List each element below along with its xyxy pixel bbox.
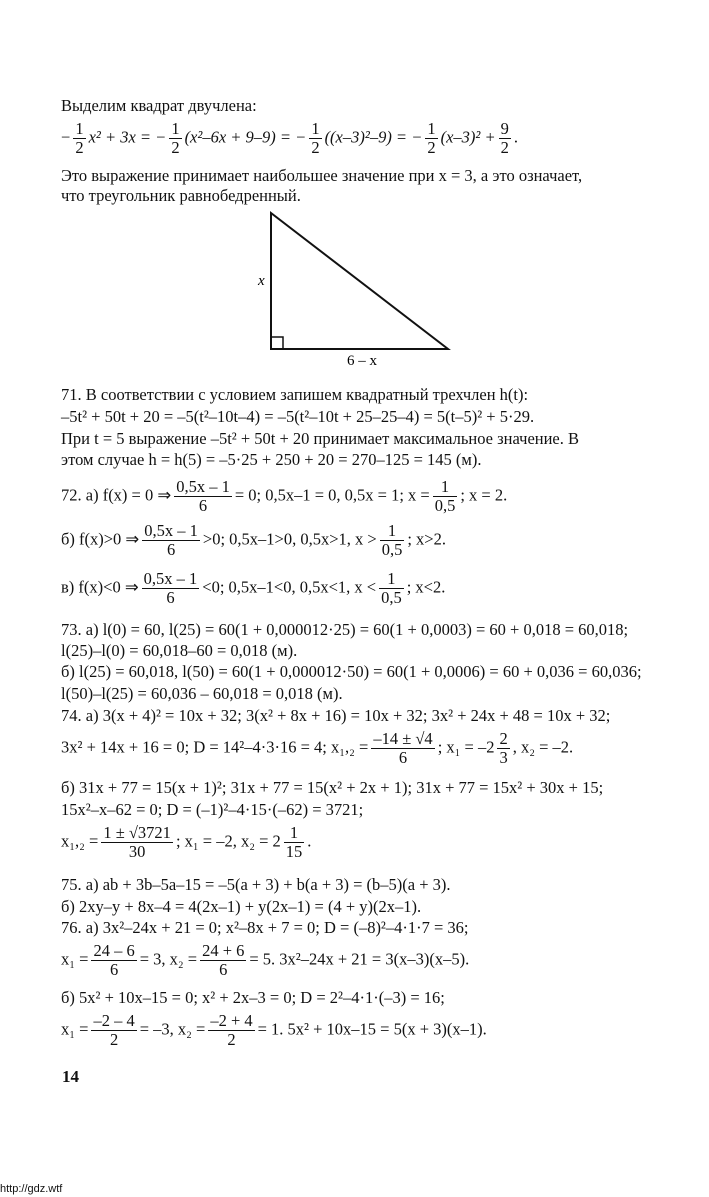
side-label: x [258, 273, 265, 289]
problem-74-line: x₁,₂ = $\frac{1 \pm √3721}{30}$ ; x₁ = –2, x₂ = 2 $\frac{1}{15}$ . [61, 823, 312, 861]
equation-term: ((x–3)²–9) = − [324, 127, 423, 147]
paragraph-line: Это выражение принимает наибольшее значение при x = 3, а это означает, [61, 166, 583, 185]
base-label: 6 – x [347, 353, 377, 367]
problem-76-line: x₁ = $\frac{24 - 6}{6}$ = 3, x₂ = $\frac{24 + 6}{6}$ = 5. 3x²–24x + 21 = 3(x–3)(x–5). [61, 941, 470, 979]
problem-71-line: этом случае h = h(5) = –5·25 + 250 + 20 = 270–125 = 145 (м). [61, 450, 482, 469]
problem-74-line: 3x² + 14x + 16 = 0; D = 14²–4·3·16 = 4; x₁,₂ = $\frac{-14 \pm √4}{6}$ ; x₁ = –2 $\frac{2}{3}$ , x₂ = –2. [61, 729, 574, 767]
problem-72-c: в) f(x)<0 ⇒ $\frac{0,5x - 1}{6}$ <0; 0,5x–1<0, 0,5x<1, x < $\frac{1}{0,5}$ ; x<2. [61, 569, 446, 607]
equation-term: (x–3)² + [440, 127, 496, 147]
problem-73-line: l(25)–l(0) = 60,018–60 = 0,018 (м). [61, 641, 298, 660]
equation-term: (x²–6x + 9–9) = − [184, 127, 307, 147]
fraction: $\frac{1}{2}$ [75, 119, 84, 157]
page-number: 14 [62, 1067, 79, 1086]
problem-76-line: б) 5x² + 10x–15 = 0; x² + 2x–3 = 0; D = 2²–4·1·(–3) = 16; [61, 988, 445, 1007]
problem-71-line: При t = 5 выражение –5t² + 50t + 20 принимает максимальное значение. В [61, 429, 580, 448]
right-triangle-figure [250, 205, 460, 367]
fraction: $\frac{9}{2}$ [500, 119, 509, 157]
fraction: $\frac{1}{2}$ [427, 119, 436, 157]
problem-73-line: 73. а) l(0) = 60, l(25) = 60(1 + 0,000012·25) = 60(1 + 0,0003) = 60 + 0,018 = 60,018; [61, 620, 629, 639]
equation-complete-square [61, 120, 518, 157]
problem-74-line: 15x²–x–62 = 0; D = (–1)²–4·15·(–62) = 3721; [61, 800, 364, 819]
intro-text: Выделим квадрат двучлена: [61, 96, 257, 115]
problem-73-line: l(50)–l(25) = 60,036 – 60,018 = 0,018 (м). [61, 684, 343, 703]
problem-75-line: 75. а) ab + 3b–5a–15 = –5(a + 3) + b(a + 3) = (b–5)(a + 3). [61, 875, 451, 894]
problem-72-b: б) f(x)>0 ⇒ $\frac{0,5x - 1}{6}$ >0; 0,5x–1>0, 0,5x>1, x > $\frac{1}{0,5}$ ; x>2. [61, 521, 446, 559]
triangle-shape [271, 213, 448, 349]
problem-74-line: б) 31x + 77 = 15(x + 1)²; 31x + 77 = 15(x² + 2x + 1); 31x + 77 = 15x² + 30x + 15; [61, 778, 604, 797]
paragraph-line: что треугольник равнобедренный. [61, 186, 301, 205]
footer-url: http://gdz.wtf [0, 1183, 63, 1195]
problem-71-line: 71. В соответствии с условием запишем квадратный трехчлен h(t): [61, 385, 529, 404]
problem-75-line: б) 2xy–y + 8x–4 = 4(2x–1) + y(2x–1) = (4 + y)(2x–1). [61, 897, 422, 916]
problem-71-line: –5t² + 50t + 20 = –5(t²–10t–4) = –5(t²–10t + 25–25–4) = 5(t–5)² + 5·29. [61, 407, 535, 426]
minus: − [61, 127, 71, 147]
problem-76-line: x₁ = $\frac{-2 - 4}{2}$ = –3, x₂ = $\frac{-2 + 4}{2}$ = 1. 5x² + 10x–15 = 5(x + 3)(x–1). [61, 1011, 487, 1049]
equation-term: x² + 3x = − [88, 127, 167, 147]
fraction: $\frac{1}{2}$ [171, 119, 180, 157]
right-angle-mark [271, 337, 283, 349]
problem-72-a: 72. а) f(x) = 0 ⇒ $\frac{0,5x - 1}{6}$ = 0; 0,5x–1 = 0, 0,5x = 1; x = $\frac{1}{0,5}$ ; x = 2. [61, 477, 508, 515]
fraction: $\frac{1}{2}$ [311, 119, 320, 157]
problem-76-line: 76. а) 3x²–24x + 21 = 0; x²–8x + 7 = 0; D = (–8)²–4·1·7 = 36; [61, 918, 469, 937]
problem-74-line: 74. а) 3(x + 4)² = 10x + 32; 3(x² + 8x + 16) = 10x + 32; 3x² + 24x + 48 = 10x + 32; [61, 706, 611, 725]
period: . [513, 127, 518, 147]
problem-73-line: б) l(25) = 60,018, l(50) = 60(1 + 0,000012·50) = 60(1 + 0,0006) = 60 + 0,036 = 60,036; [61, 662, 642, 681]
